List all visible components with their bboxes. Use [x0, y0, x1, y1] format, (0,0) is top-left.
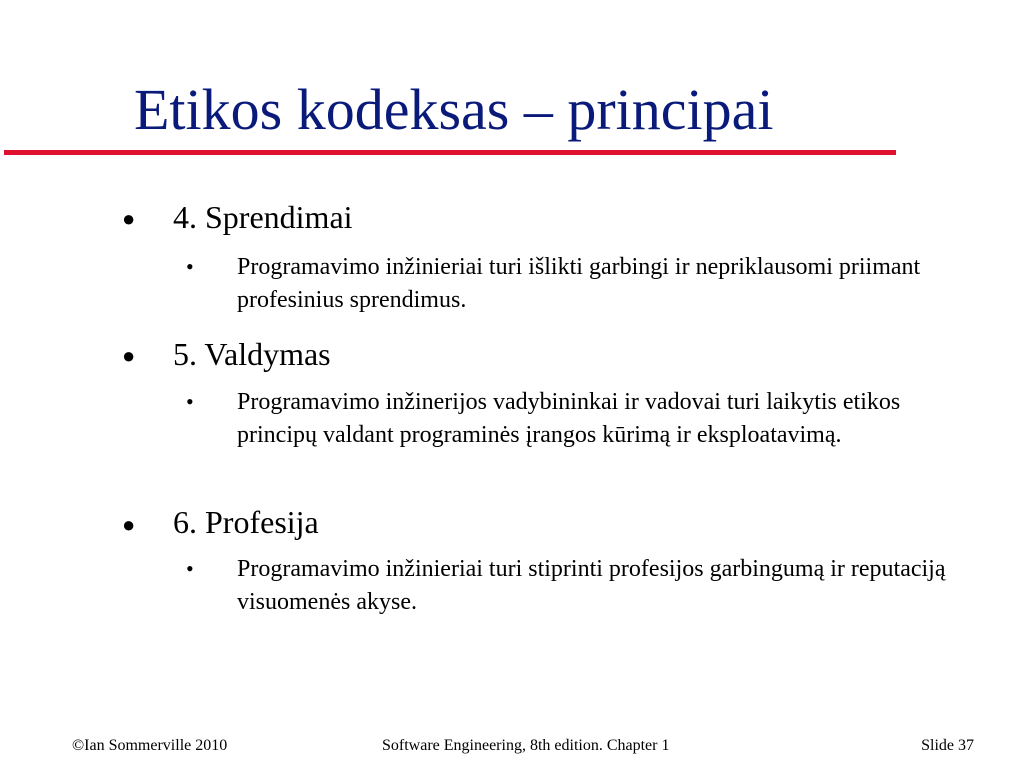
slide-title: Etikos kodeksas – principai — [134, 77, 774, 142]
point-heading-valdymas: 5. Valdymas — [173, 336, 331, 372]
main-bullet-icon: ● — [122, 512, 136, 537]
main-bullet-icon: ● — [122, 343, 136, 368]
main-bullet-icon: ● — [122, 206, 136, 231]
point-heading-sprendimai: 4. Sprendimai — [173, 199, 353, 235]
point-heading-profesija: 6. Profesija — [173, 504, 319, 540]
point-detail-valdymas: Programavimo inžinerijos vadybininkai ir vadovai turi laikytis etikos principų valdant programinės įrangos kūrimą ir eksploatavimą. — [237, 389, 901, 448]
point-detail-profesija: Programavimo inžinieriai turi stiprinti profesijos garbingumą ir reputaciją visuomenės akyse. — [237, 556, 946, 615]
point-detail-sprendimai: Programavimo inžinieriai turi išlikti garbingi ir nepriklausomi priimant profesinius sprendimus. — [237, 254, 921, 313]
sub-bullet-icon: • — [186, 254, 194, 279]
sub-bullet-icon: • — [186, 389, 194, 414]
footer-slide-number: Slide 37 — [921, 737, 974, 754]
footer-course: Software Engineering, 8th edition. Chapter 1 — [382, 737, 670, 754]
sub-bullet-icon: • — [186, 556, 194, 581]
footer-copyright: ©Ian Sommerville 2010 — [72, 737, 228, 754]
